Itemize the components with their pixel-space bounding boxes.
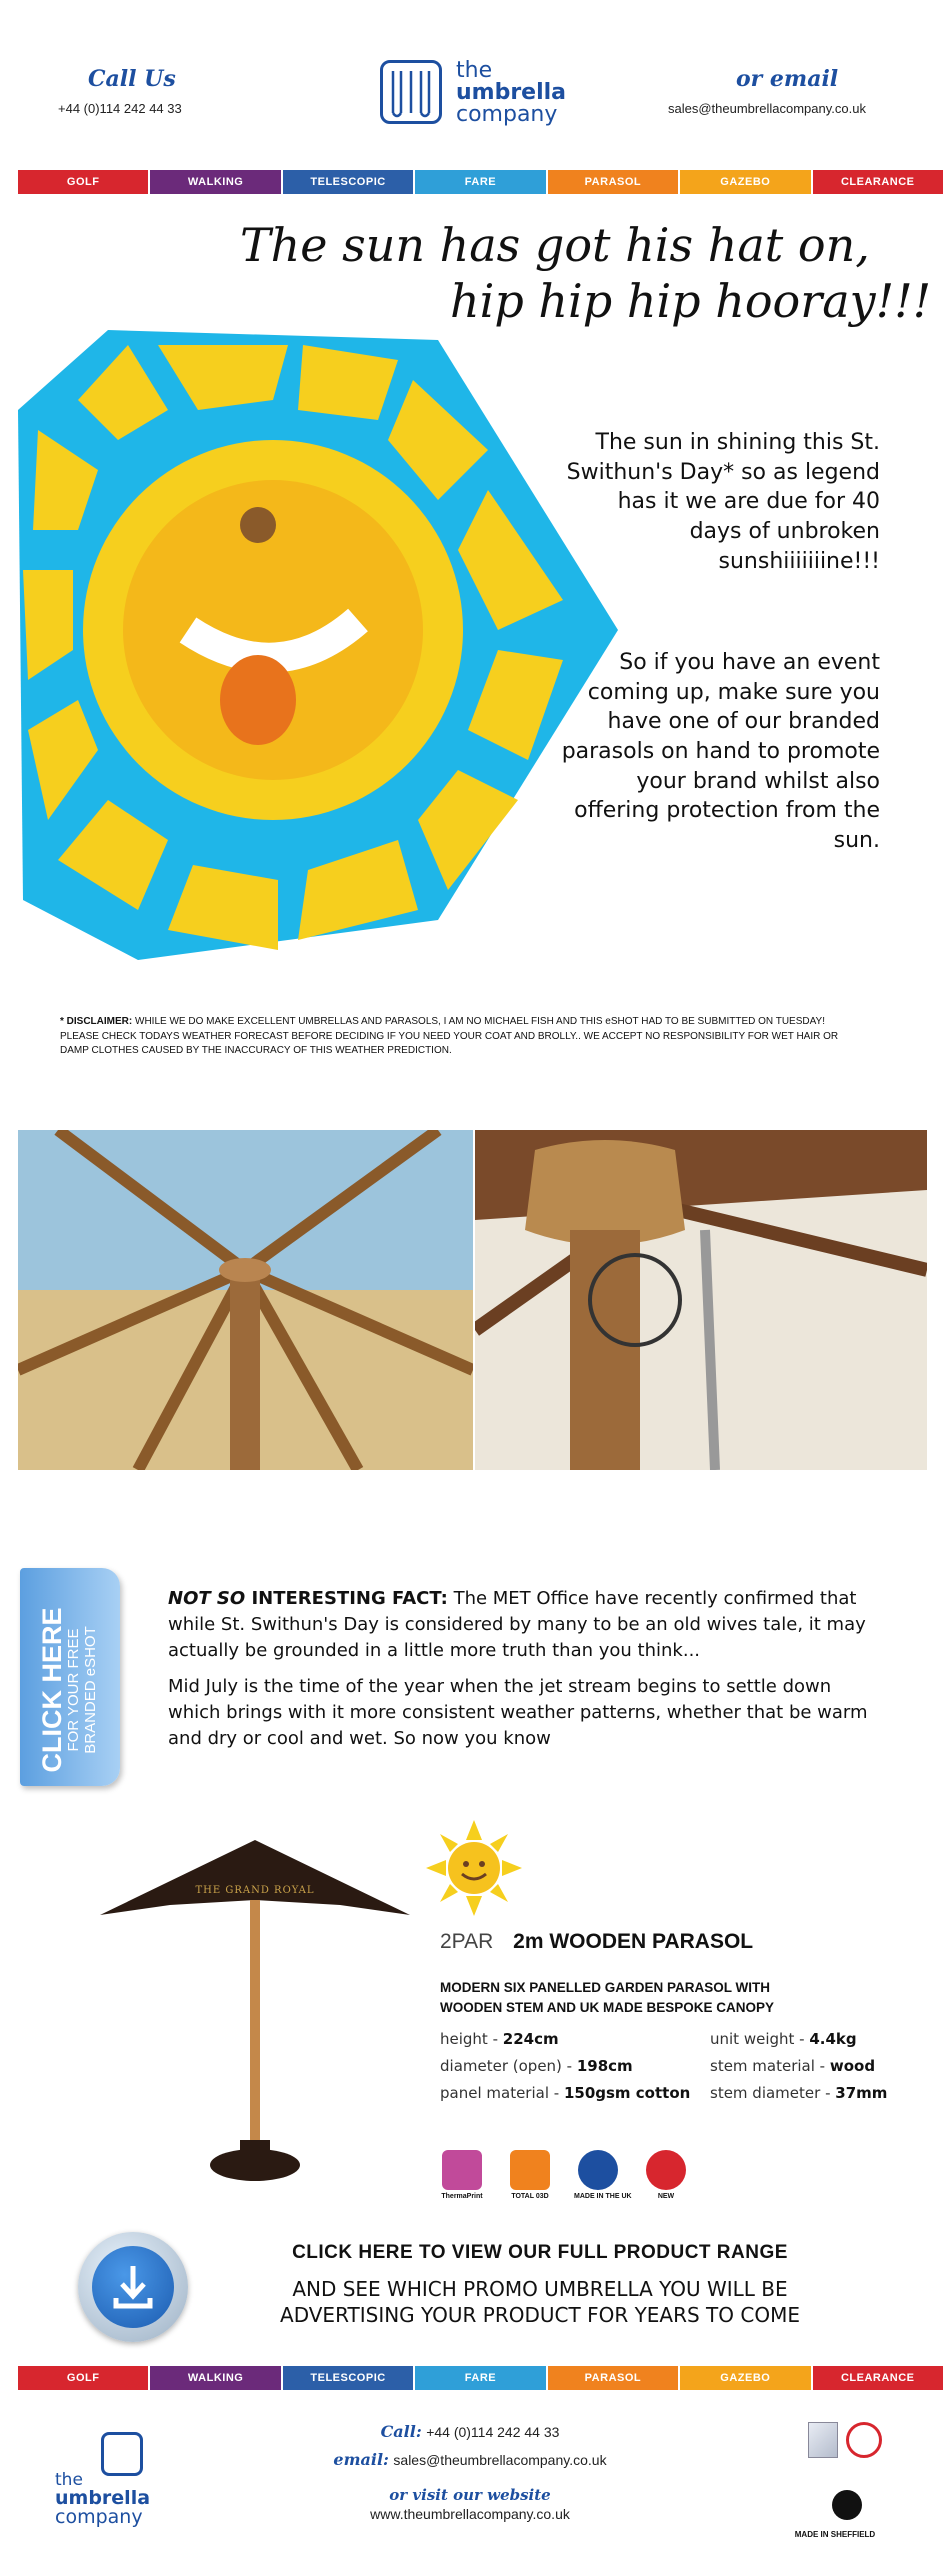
spec-value: wood <box>829 2057 876 2075</box>
spec-item <box>710 2030 857 2048</box>
sheffield-mark-icon <box>832 2490 862 2520</box>
spec-label: diameter (open) - <box>440 2057 577 2075</box>
spec-value: 198cm <box>576 2057 633 2075</box>
product-title <box>440 1930 753 1954</box>
header-phone[interactable]: +44 (0)114 242 44 33 <box>58 101 182 116</box>
nav-top-telescopic[interactable]: TELESCOPIC <box>283 170 413 194</box>
spec-value: 4.4kg <box>809 2030 857 2048</box>
download-icon <box>92 2246 174 2328</box>
made-in-sheffield-text: MADE IN SHEFFIELD <box>794 2530 876 2539</box>
cta-subtext <box>220 2276 860 2328</box>
free-eshot-tab[interactable] <box>20 1568 120 1786</box>
spec-item <box>710 2057 875 2075</box>
parasol-product-image[interactable] <box>90 1830 420 2200</box>
nav-bottom-parasol[interactable]: PARASOL <box>548 2366 678 2390</box>
logo-line3: company <box>456 102 558 127</box>
umbrella-logo-icon <box>380 60 442 124</box>
spec-item <box>710 2084 887 2102</box>
spec-label: height - <box>440 2030 503 2048</box>
badge-icon <box>510 2150 550 2190</box>
nav-top-gazebo[interactable]: GAZEBO <box>680 170 810 194</box>
sun-umbrella-image <box>18 300 628 970</box>
product-badges <box>438 2150 698 2220</box>
badge-icon <box>442 2150 482 2190</box>
logo-line1: the <box>456 58 493 83</box>
product-subtitle <box>440 1978 774 2019</box>
fact-para1-text: The MET Office have recently confirmed that while St. Swithun's Day is considered by many to be an old wives tale, it may actually be grounded in a little more truth than you think... <box>168 1588 866 1662</box>
category-nav-top <box>18 170 943 194</box>
footer-umbrella-logo-icon <box>101 2432 143 2476</box>
category-nav-bottom <box>18 2366 943 2390</box>
logo-line2: umbrella <box>456 80 567 105</box>
badge-label: TOTAL 03D <box>511 2193 549 2200</box>
tab-line2: FOR YOUR FREE <box>65 1628 82 1752</box>
nav-top-golf[interactable]: GOLF <box>18 170 148 194</box>
nav-top-walking[interactable]: WALKING <box>150 170 280 194</box>
free-eshot-tab-text <box>39 1581 99 1799</box>
product-subtitle-line2: WOODEN STEM AND UK MADE BESPOKE CANOPY <box>440 2000 775 2016</box>
nav-top-clearance[interactable]: CLEARANCE <box>813 170 943 194</box>
header-email[interactable]: sales@theumbrellacompany.co.uk <box>668 101 866 116</box>
spec-label: stem diameter - <box>710 2084 836 2102</box>
nav-bottom-gazebo[interactable]: GAZEBO <box>680 2366 810 2390</box>
footer-logo-line3: company <box>55 2506 143 2528</box>
sun-icon <box>426 1820 522 1916</box>
certification-badge-icon <box>808 2422 838 2458</box>
footer-contact <box>250 2422 690 2522</box>
spec-label: panel material - <box>440 2084 564 2102</box>
badge-icon <box>646 2150 686 2190</box>
call-us-label: Call Us <box>88 66 176 92</box>
footer-visit-label: or visit our website <box>389 2486 551 2504</box>
spec-value: 150gsm cotton <box>563 2084 691 2102</box>
product-badge <box>642 2150 690 2220</box>
footer-website[interactable]: www.theumbrellacompany.co.uk <box>370 2506 570 2522</box>
hero-headline-line2: hip hip hip hooray!!! <box>450 274 932 328</box>
spec-item <box>440 2057 633 2075</box>
fact-paragraph-1 <box>168 1586 878 1664</box>
spec-value: 224cm <box>502 2030 559 2048</box>
disclaimer-text: WHILE WE DO MAKE EXCELLENT UMBRELLAS AND PARASOLS, I AM NO MICHAEL FISH AND THIS eSHOT HAD TO BE SUBMITTED ON TUESDAY! PLEASE CHECK TODAYS WEATHER FORECAST BEFORE DECIDING IF YOU NEED YOUR COAT AND BROLLY.. WE ACCEPT NO RESPONSIBILITY FOR WET HAIR OR DAMP CLOTHES CAUSED BY THE INACCURACY OF THIS WEATHER PREDICTION. <box>60 1016 839 1056</box>
product-badge <box>506 2150 554 2220</box>
fact-paragraph-2: Mid July is the time of the year when the jet stream begins to settle down which brings with it more consistent weather patterns, whether that be warm and dry or cool and wet. So now you know <box>168 1676 868 1750</box>
footer-email[interactable]: sales@theumbrellacompany.co.uk <box>393 2452 607 2468</box>
spec-value: 37mm <box>835 2084 888 2102</box>
parasol-hub-photo <box>475 1130 927 1470</box>
cta-sub-line2: ADVERTISING YOUR PRODUCT FOR YEARS TO COME <box>280 2303 800 2327</box>
footer-logo-line1: the <box>55 2470 83 2490</box>
badge-label: ThermaPrint <box>441 2193 483 2200</box>
nav-bottom-walking[interactable]: WALKING <box>150 2366 280 2390</box>
nav-bottom-clearance[interactable]: CLEARANCE <box>813 2366 943 2390</box>
cta-sub-line1: AND SEE WHICH PROMO UMBRELLA YOU WILL BE <box>292 2277 788 2301</box>
product-name: 2m WOODEN PARASOL <box>513 1930 754 1953</box>
interesting-fact <box>168 1586 878 1753</box>
canopy-print: THE GRAND ROYAL <box>195 1885 315 1896</box>
nav-top-fare[interactable]: FARE <box>415 170 545 194</box>
product-subtitle-line1: MODERN SIX PANELLED GARDEN PARASOL WITH <box>440 1980 771 1995</box>
nav-bottom-golf[interactable]: GOLF <box>18 2366 148 2390</box>
accreditation-badges <box>800 2420 890 2480</box>
tab-line3: BRANDED eSHOT <box>81 1626 99 1754</box>
nav-top-parasol[interactable]: PARASOL <box>548 170 678 194</box>
spec-label: stem material - <box>710 2057 830 2075</box>
cta-heading[interactable]: CLICK HERE TO VIEW OUR FULL PRODUCT RANGE <box>292 2242 788 2263</box>
spec-label: unit weight - <box>710 2030 810 2048</box>
disclaimer-label: * DISCLAIMER: <box>60 1016 133 1027</box>
hero-paragraph-1: The sun in shining this St. Swithun's Day* so as legend has it we are due for 40 days of unbroken sunshiiiiiiine!!! <box>566 430 880 574</box>
product-badge <box>438 2150 486 2220</box>
made-in-sheffield-logo <box>812 2490 872 2530</box>
download-button[interactable] <box>78 2232 188 2342</box>
hero-paragraph-2: So if you have an event coming up, make sure you have one of our branded parasols on hand to promote your brand whilst also offering protection from the sun. <box>561 650 880 854</box>
fact-lead-italic: NOT SO <box>168 1588 246 1609</box>
parasol-underside-photo <box>18 1130 473 1470</box>
spec-item <box>440 2030 559 2048</box>
product-badge <box>574 2150 632 2220</box>
footer-call-label: Call: <box>380 2422 422 2441</box>
badge-label: MADE IN THE UK <box>574 2193 632 2200</box>
fact-lead-rest: INTERESTING FACT: <box>245 1588 448 1609</box>
tab-line1: CLICK HERE <box>37 1607 67 1773</box>
product-code: 2PAR <box>440 1930 494 1953</box>
footer-logo-line2: umbrella <box>55 2487 151 2509</box>
badge-icon <box>578 2150 618 2190</box>
footer-logo[interactable] <box>55 2432 165 2532</box>
or-email-label: or email <box>736 66 839 92</box>
footer-email-label: email: <box>333 2450 389 2469</box>
hero-headline-line1: The sun has got his hat on, <box>240 218 870 272</box>
nav-bottom-fare[interactable]: FARE <box>415 2366 545 2390</box>
spec-item <box>440 2084 690 2102</box>
nav-bottom-telescopic[interactable]: TELESCOPIC <box>283 2366 413 2390</box>
member-badge-icon <box>846 2422 882 2458</box>
badge-label: NEW <box>657 2193 675 2200</box>
footer-phone[interactable]: +44 (0)114 242 44 33 <box>426 2424 560 2440</box>
disclaimer <box>60 1015 850 1059</box>
header-logo[interactable] <box>380 58 580 138</box>
